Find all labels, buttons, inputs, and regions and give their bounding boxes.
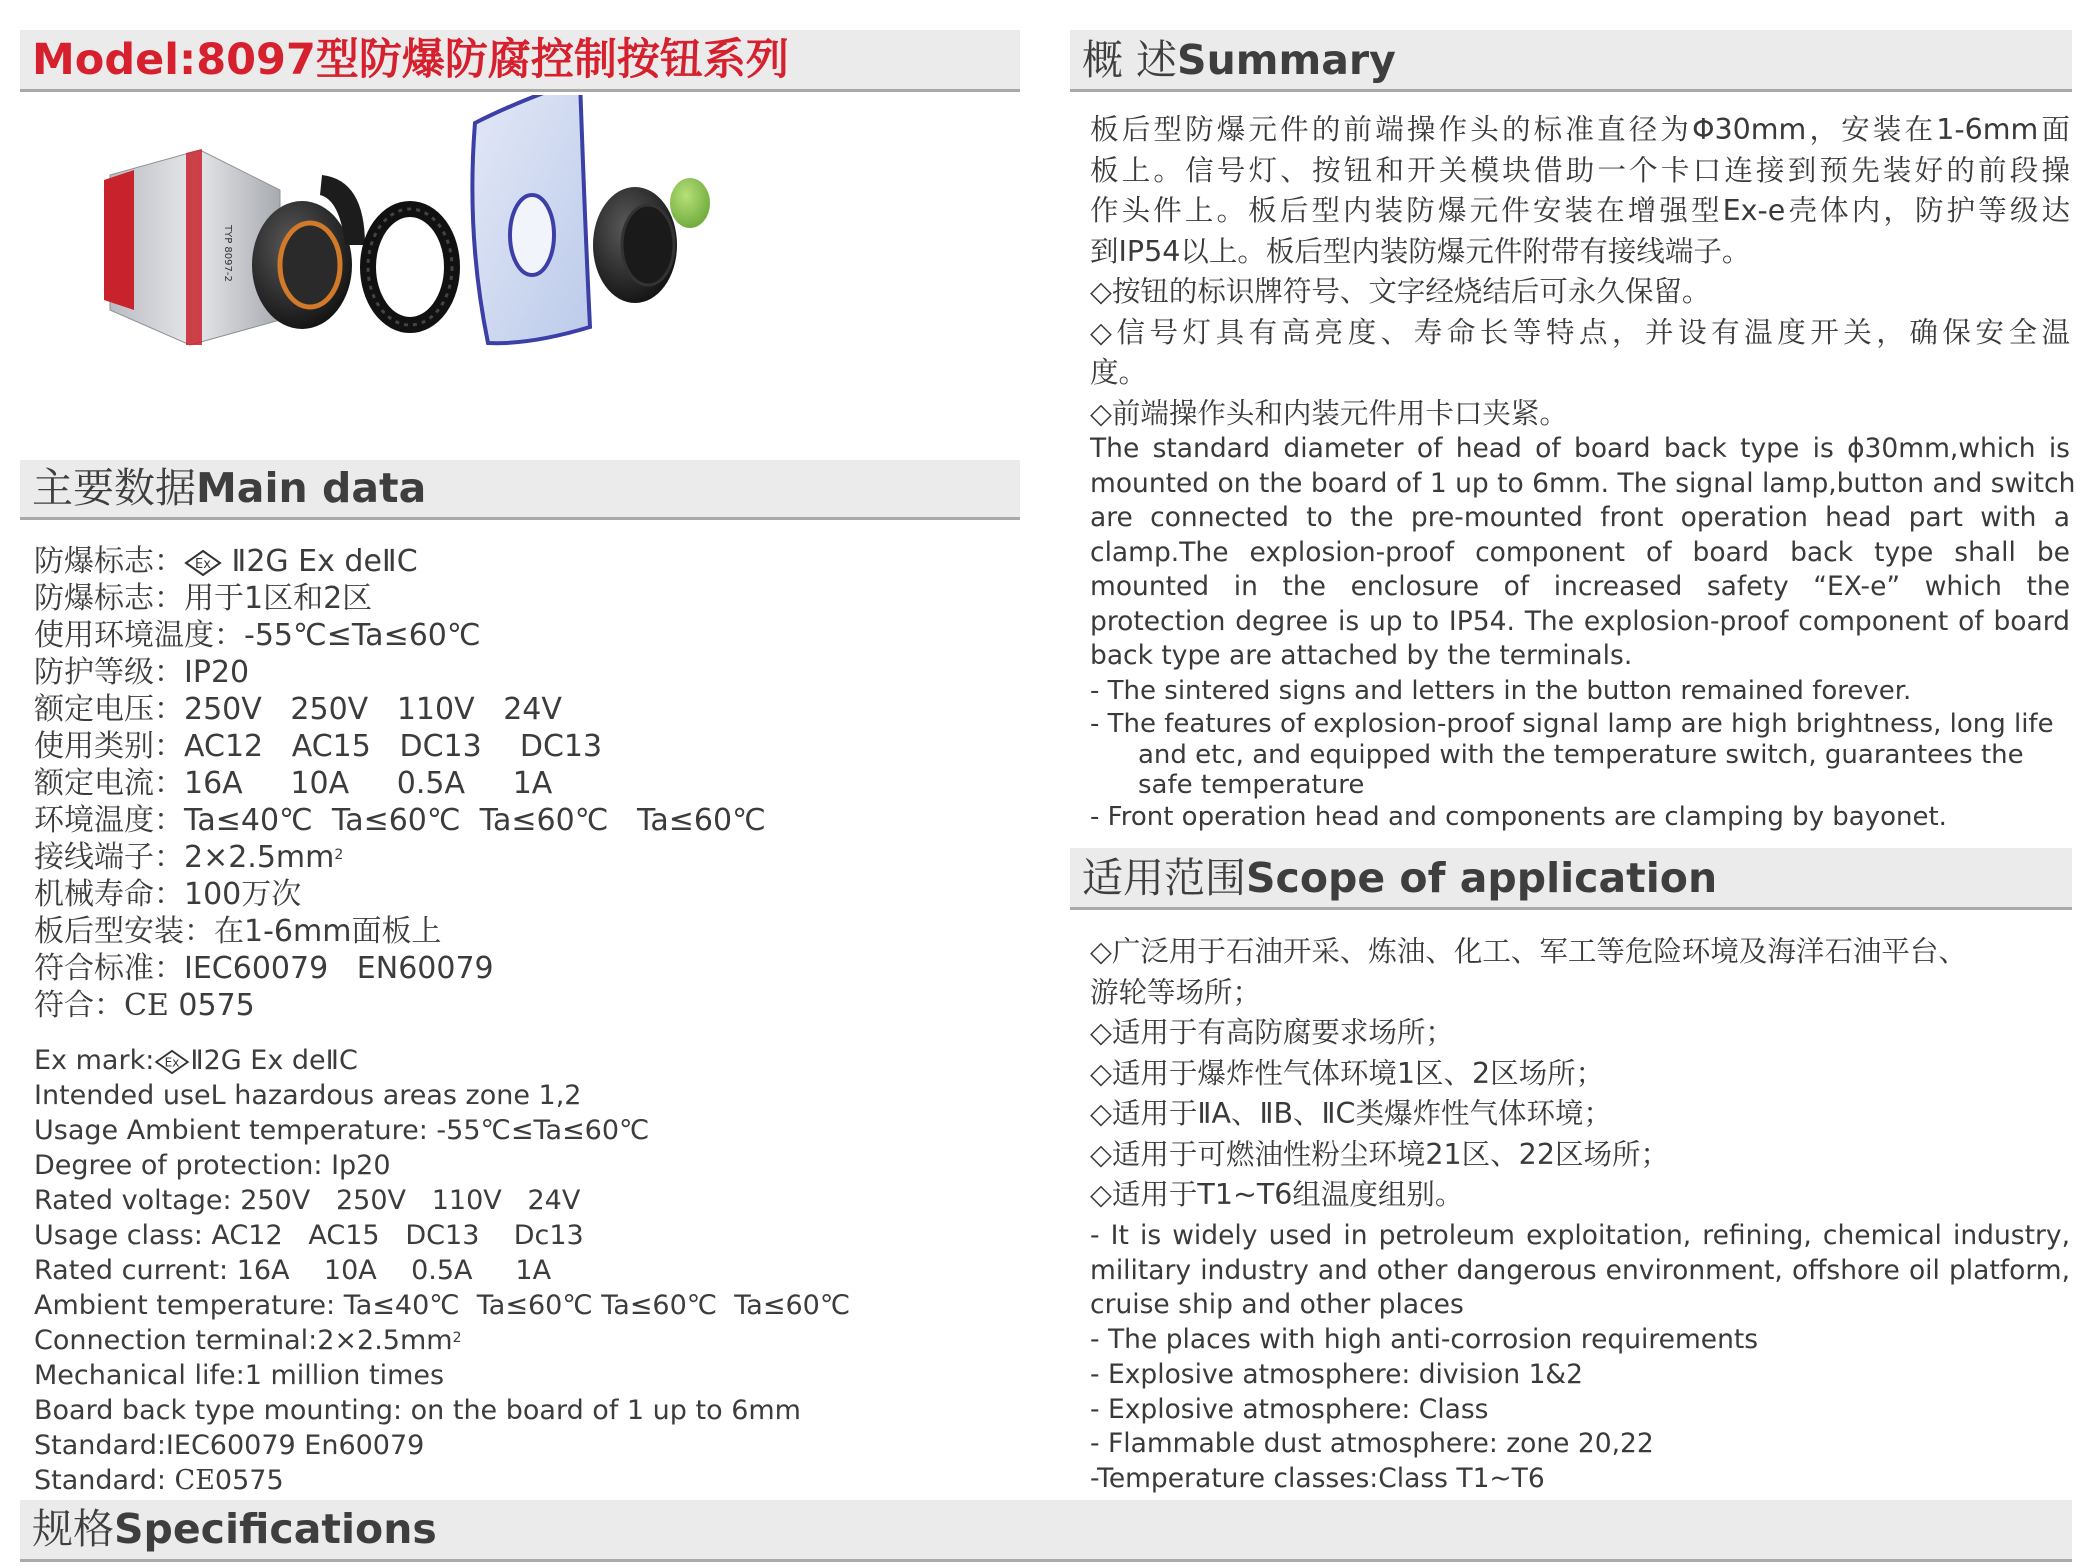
en-usage-class: Usage class: AC12 AC15 DC13 Dc13 — [34, 1220, 584, 1251]
product-exploded-view — [90, 95, 970, 435]
cn-zone: 防爆标志：用于1区和2区 — [34, 581, 373, 616]
ex-symbol-icon — [184, 549, 222, 577]
en-mech-life: Mechanical life:1 million times — [34, 1360, 445, 1391]
mounting-panel — [390, 95, 590, 355]
en-standard: Standard:IEC60079 En60079 — [34, 1430, 425, 1461]
cn-standard: 符合标准：IEC60079 EN60079 — [34, 951, 494, 986]
svg-text:Ex: Ex — [164, 1055, 180, 1070]
cn-conform: 符合：CE 0575 — [34, 988, 255, 1023]
cn-ex-mark: 防爆标志： Ex Ⅱ2G Ex deⅡC — [34, 544, 418, 579]
scope-title-en: Scope of application — [1246, 854, 1718, 902]
summary-en-bullets: - The sintered signs and letters in the button remained forever. - The features of explosion-proof signal lamp are high brightness, long life and etc, and equipped with the temperature switch, guarantees the safe temperature - Front operation head and components are clamping by bayonet. — [1090, 676, 2054, 832]
cn-mount: 板后型安装：在1-6mm面板上 — [34, 914, 442, 949]
summary-en: The standard diameter of head of board back type is ϕ30mm,which is mounted on the board of 1 up to 6mm. The signal lamp,button and switch are connected to the pre-mounted front operation head part with a clamp.The explosion-proof component of board back type shall be mounted in the enclosure of increased safety “EX-e” which the protection degree is up to IP54. The explosion-proof component of board back type are attached by the terminals. — [1090, 433, 2076, 671]
scope-cn: ◇广泛用于石油开采、炼油、化工、军工等危险环境及海洋石油平台、 游轮等场所； ◇适用于有高防腐要求场所； ◇适用于爆炸性气体环境1区、2区场所； ◇适用于ⅡA、ⅡB、ⅡC类爆炸性气体环境； ◇适用于可燃油性粉尘环境21区、22区场所； ◇适用于T1~T6组温度组别。 — [1090, 935, 1967, 1211]
summary-cn: 板后型防爆元件的前端操作头的标准直径为Φ30mm，安装在1-6mm面 板上。信号灯、按钮和开关模块借助一个卡口连接到预先装好的前段操 作头件上。板后型内装防爆元件安装在增强型Ex-e壳体内，防护等级达 到IP54以上。板后型内装防爆元件附带有接线端子。 ◇按钮的标识牌符号、文字经烧结后可永久保留。 ◇信号灯具有高亮度、寿命长等特点，并设有温度开关，确保安全温 度。 ◇前端操作头和内装元件用卡口夹紧。 — [1090, 113, 2070, 430]
cn-category: 使用类别：AC12 AC15 DC13 DC13 — [34, 729, 603, 764]
cn-life: 机械寿命：100万次 — [34, 877, 302, 912]
ce-mark-icon: CE — [174, 1465, 215, 1496]
housing-module — [104, 149, 280, 345]
cn-current: 额定电流：16A 10A 0.5A 1A — [34, 766, 553, 801]
summary-header — [1070, 30, 2072, 92]
svg-text:Ex: Ex — [195, 556, 211, 572]
main-data-title-cn: 主要数据 — [32, 464, 196, 512]
en-voltage: Rated voltage: 250V 250V 110V 24V — [34, 1185, 581, 1216]
main-data-header — [20, 460, 1020, 520]
en-intended: Intended useL hazardous areas zone 1,2 — [34, 1080, 582, 1111]
main-data-title-en: Main data — [196, 464, 427, 512]
cn-ambient: 环境温度：Ta≤40℃ Ta≤60℃ Ta≤60℃ Ta≤60℃ — [34, 803, 766, 838]
en-usage-temp: Usage Ambient temperature: -55℃≤Ta≤60℃ — [34, 1115, 650, 1146]
cn-env-temp: 使用环境温度：-55℃≤Ta≤60℃ — [34, 618, 481, 653]
scope-en: - It is widely used in petroleum exploitation, refining, chemical industry, military industry and other dangerous environment, offshore oil platform, cruise ship and other places - The places with high anti-corrosion requirements - Explosive atmosphere: division 1&2 - Explosive atmosphere: Class - Flammable dust atmosphere: zone 20,22 -Temperature classes:Class T1~T6 — [1090, 1220, 2070, 1494]
housing-label: TYP 8097-2 — [222, 225, 233, 282]
black-bezel — [593, 187, 677, 303]
en-ambient: Ambient temperature: Ta≤40℃ Ta≤60℃ Ta≤60℃ Ta≤60℃ — [34, 1290, 851, 1321]
en-degree: Degree of protection: Ip20 — [34, 1150, 391, 1181]
cn-terminal: 接线端子：$2\times 2.5mm^2$ — [34, 840, 344, 875]
en-standard-ce: Standard: CE0575 — [34, 1465, 284, 1496]
green-cap — [670, 178, 710, 228]
scope-header — [1070, 848, 2072, 910]
cn-protection: 防护等级：IP20 — [34, 655, 250, 690]
specs-title-en: Specifications — [114, 1505, 437, 1553]
model-title: Model:8097型防爆防腐控制按钮系列 — [32, 35, 789, 85]
model-header — [20, 30, 1020, 92]
summary-title-en: Summary — [1177, 36, 1396, 84]
cn-voltage: 额定电压：250V 250V 110V 24V — [34, 692, 562, 727]
ex-symbol-icon — [154, 1049, 190, 1075]
en-board-mount: Board back type mounting: on the board of 1 up to 6mm — [34, 1395, 801, 1426]
scope-title-cn: 适用范围 — [1082, 854, 1246, 902]
en-terminal: Connection $terminal:2\times 2.5mm^2$ — [34, 1325, 462, 1356]
ce-mark-icon: CE — [124, 988, 169, 1023]
en-current: Rated current: 16A 10A 0.5A 1A — [34, 1255, 552, 1286]
en-ex-mark: Ex mark: Ex Ⅱ2G Ex deⅡC — [34, 1045, 358, 1076]
summary-title-cn: 概 述 — [1082, 36, 1178, 84]
specs-title-cn: 规格 — [32, 1505, 114, 1553]
specifications-header — [20, 1500, 2072, 1562]
